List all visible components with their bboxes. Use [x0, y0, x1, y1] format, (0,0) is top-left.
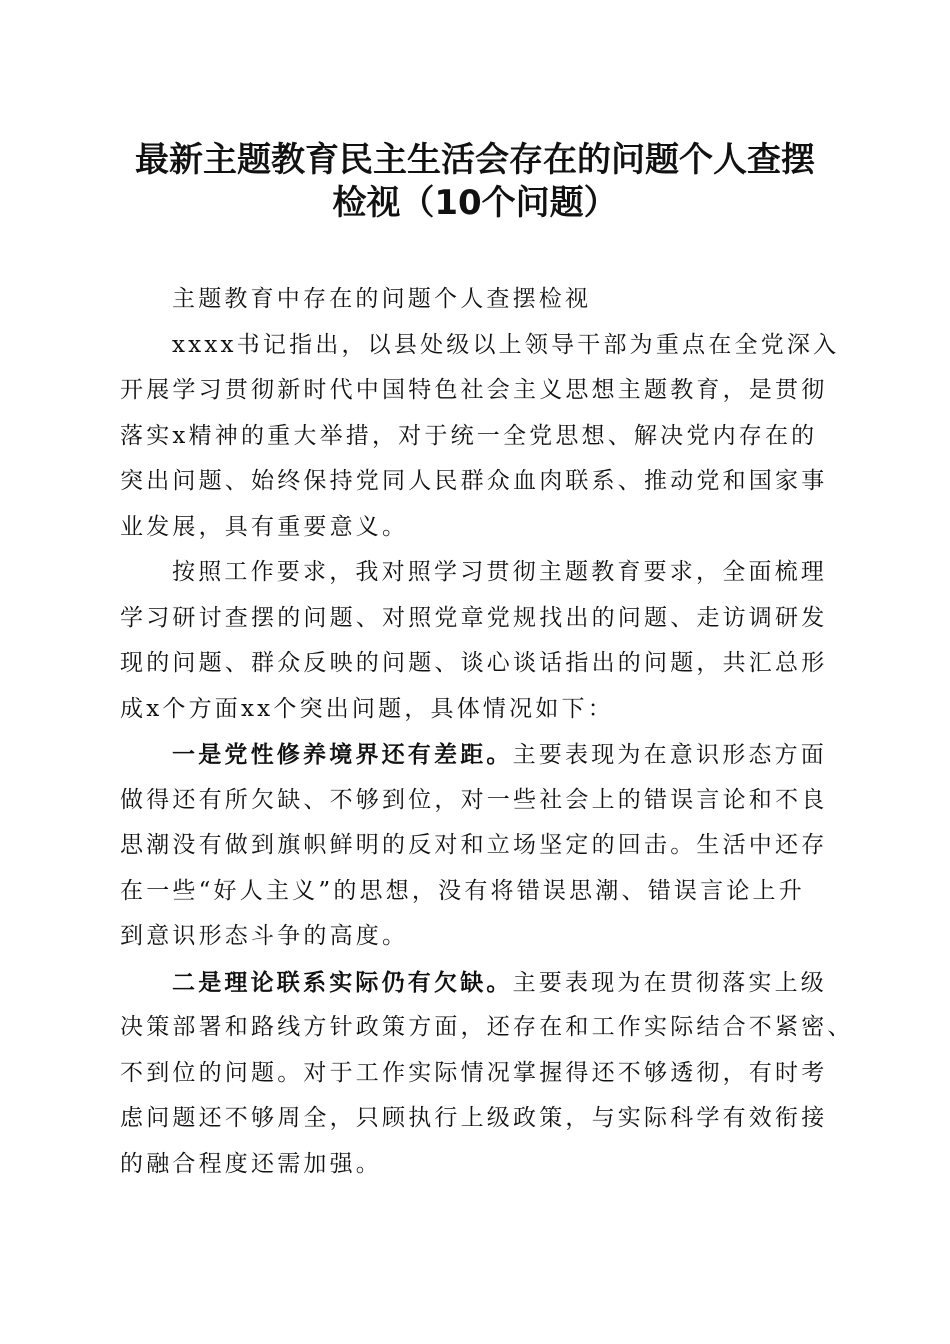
- paragraph-line: 业发展，具有重要意义。: [120, 513, 409, 540]
- paragraph-line: 落实x精神的重大举措，对于统一全党思想、解决党内存在的: [120, 422, 818, 449]
- paragraph-line: 虑问题还不够周全，只顾执行上级政策，与实际科学有效衔接: [120, 1105, 828, 1131]
- paragraph-line: 不到位的问题。对于工作实际情况掌握得还不够透彻，有时考: [120, 1059, 828, 1086]
- paragraph-line: xxxx书记指出，以县处级以上领导干部为重点在全党深入: [172, 331, 840, 358]
- issue-text: 主要表现为在贯彻落实上级: [512, 969, 828, 996]
- document-title-line-1: 最新主题教育民主生活会存在的问题个人查摆: [135, 140, 815, 180]
- paragraph-line: 到意识形态斗争的高度。: [120, 923, 409, 949]
- paragraph-line: 做得还有所欠缺、不够到位，对一些社会上的错误言论和不良: [120, 786, 828, 813]
- paragraph-line: 开展学习贯彻新时代中国特色社会主义思想主题教育，是贯彻: [120, 377, 828, 403]
- paragraph-line: 成x个方面xx个突出问题，具体情况如下：: [120, 695, 614, 722]
- issue-item-2: [120, 960, 854, 1188]
- document-body: [120, 277, 854, 1187]
- document-title-line-2: 检视（10个问题）: [332, 183, 618, 223]
- paragraph-line: 突出问题、始终保持党同人民群众血肉联系、推动党和国家事: [120, 468, 828, 494]
- paragraph-line: [120, 732, 832, 778]
- paragraph-line: 决策部署和路线方针政策方面，还存在和工作实际结合不紧密、: [120, 1014, 854, 1040]
- issue-item-1: [120, 732, 832, 960]
- issue-text: 主要表现为在意识形态方面: [512, 742, 828, 768]
- paragraph-line: 在一些“好人主义”的思想，没有将错误思潮、错误言论上升: [120, 877, 805, 904]
- subtitle: 主题教育中存在的问题个人查摆检视: [172, 286, 592, 312]
- paragraph-line: [120, 960, 832, 1006]
- issue-heading: 二是理论联系实际仍有欠缺。: [172, 968, 513, 996]
- issue-heading: 一是党性修养境界还有差距。: [172, 741, 513, 768]
- paragraph-line: 思潮没有做到旗帜鲜明的反对和立场坚定的回击。生活中还存: [120, 832, 828, 858]
- paragraph-line: 现的问题、群众反映的问题、谈心谈话指出的问题，共汇总形: [120, 650, 828, 676]
- paragraph-line: 学习研讨查摆的问题、对照党章党规找出的问题、走访调研发: [120, 604, 828, 631]
- paragraph-requirements: [120, 550, 832, 732]
- paragraph-intro: [120, 323, 840, 551]
- paragraph-line: 的融合程度还需加强。: [120, 1150, 382, 1177]
- paragraph-line: 按照工作要求，我对照学习贯彻主题教育要求，全面梳理: [172, 559, 827, 585]
